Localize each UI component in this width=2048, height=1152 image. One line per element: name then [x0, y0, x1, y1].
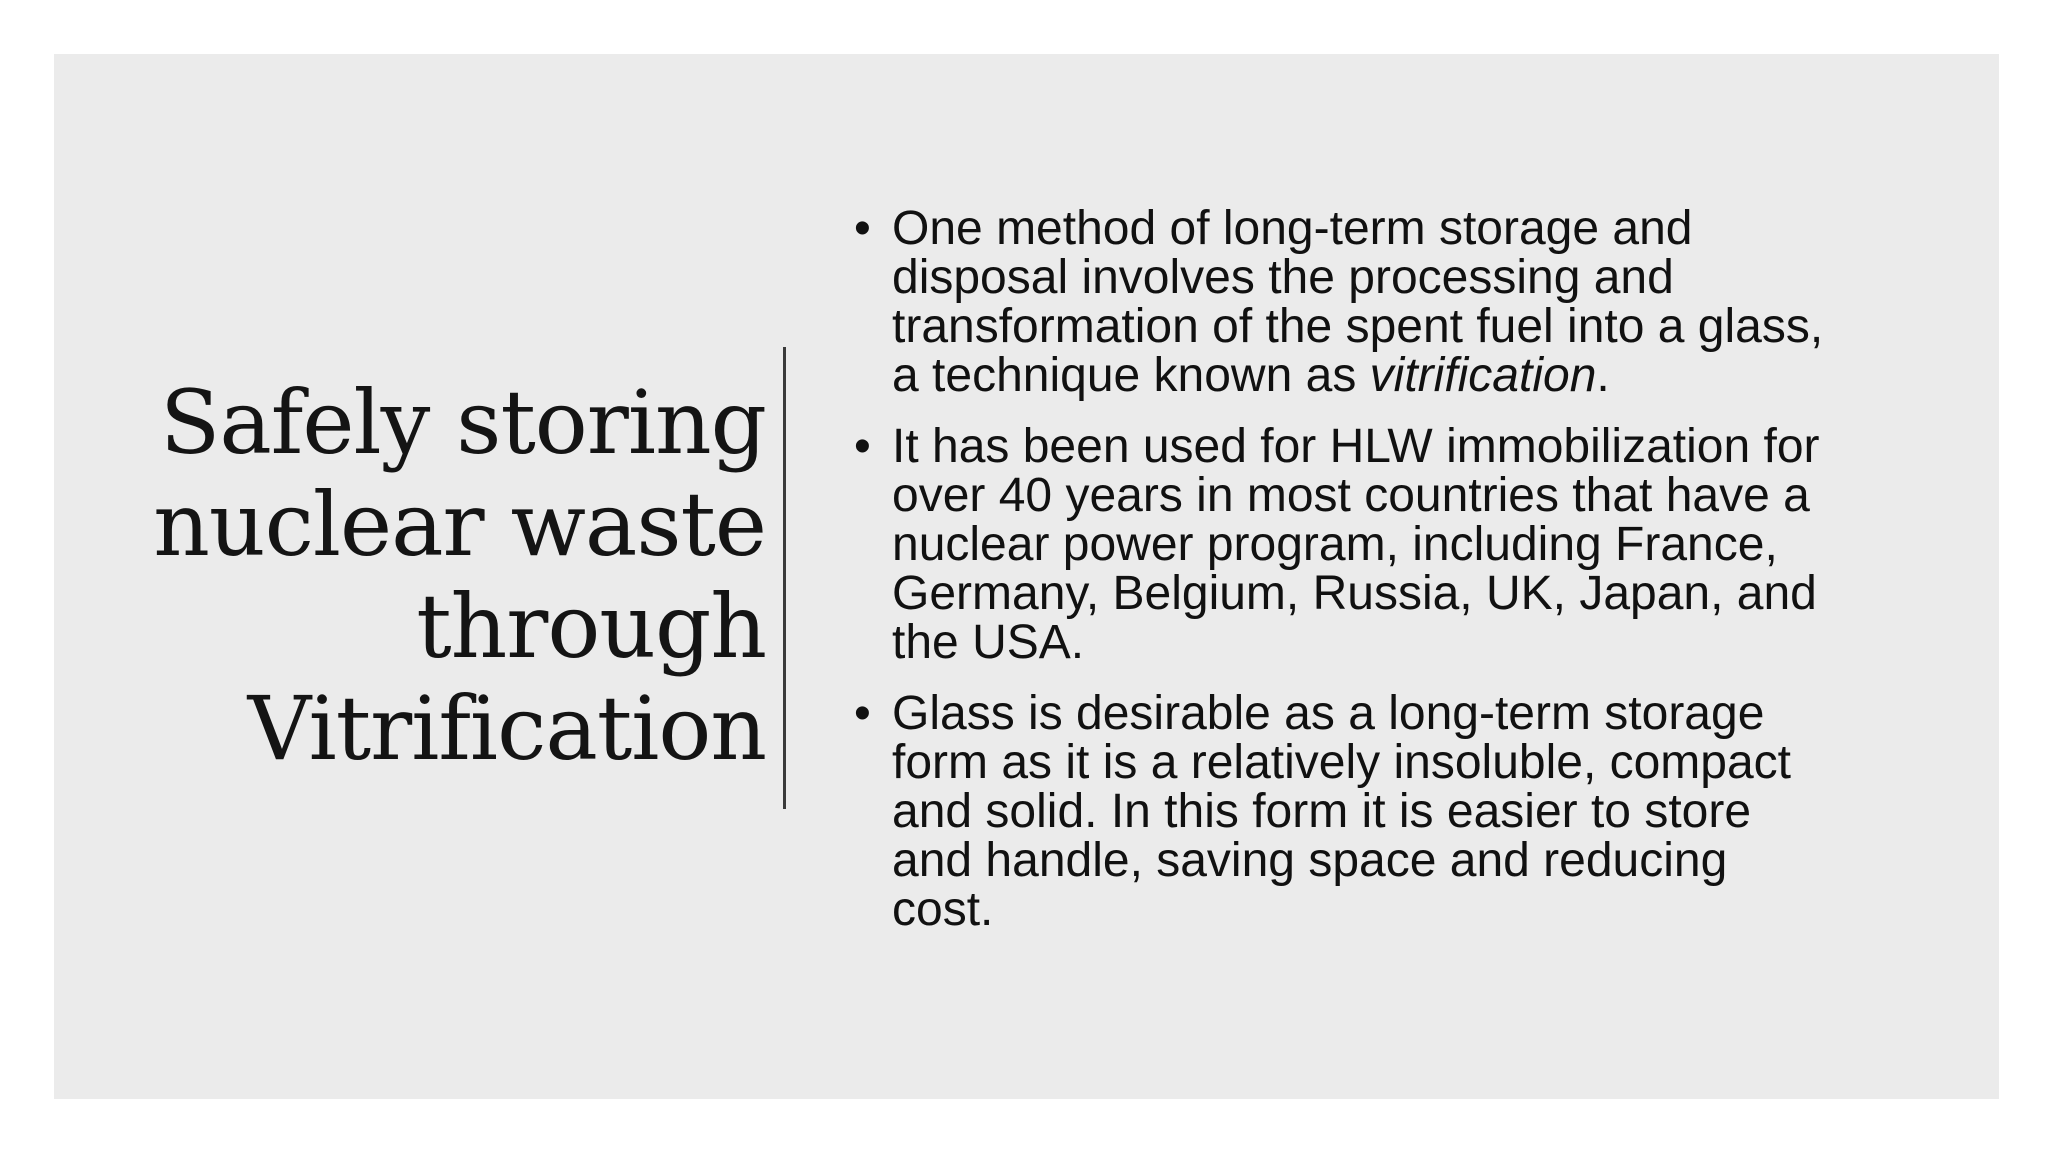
bullet-item — [854, 204, 1994, 400]
bullet-line: over 40 years in most countries that have a — [892, 469, 1810, 522]
title-line: Vitrification — [247, 677, 766, 780]
bullet-line: Germany, Belgium, Russia, UK, Japan, and — [892, 567, 1817, 620]
bullet-line: the USA. — [892, 616, 1085, 669]
bullet-text: a technique known as — [892, 349, 1370, 402]
bullet-line: It has been used for HLW immobilization for — [892, 420, 1820, 473]
slide — [54, 54, 1999, 1099]
bullet-line: and handle, saving space and reducing — [892, 834, 1728, 887]
slide-title — [114, 372, 766, 780]
bullet-item — [854, 422, 1994, 667]
bullet-line: Glass is desirable as a long-term storage — [892, 687, 1765, 740]
bullet-line: transformation of the spent fuel into a glass, — [892, 300, 1824, 353]
title-line: nuclear waste — [153, 473, 766, 576]
bullet-dot: • — [854, 202, 871, 255]
bullet-line: and solid. In this form it is easier to store — [892, 785, 1752, 838]
emphasized-term: vitrification — [1369, 349, 1597, 402]
bullet-line: cost. — [892, 883, 994, 936]
title-line: Safely storing — [160, 371, 766, 474]
bullet-text: . — [1596, 349, 1610, 402]
title-line: through — [416, 575, 766, 678]
bullet-dot: • — [854, 687, 871, 740]
bullet-line — [892, 351, 1994, 400]
bullet-list — [854, 204, 1994, 956]
bullet-line: One method of long-term storage and — [892, 202, 1693, 255]
bullet-line: nuclear power program, including France, — [892, 518, 1778, 571]
bullet-line: disposal involves the processing and — [892, 251, 1674, 304]
bullet-dot: • — [854, 420, 871, 473]
vertical-divider — [783, 347, 786, 809]
bullet-line: form as it is a relatively insoluble, compact — [892, 736, 1792, 789]
bullet-item — [854, 689, 1994, 934]
